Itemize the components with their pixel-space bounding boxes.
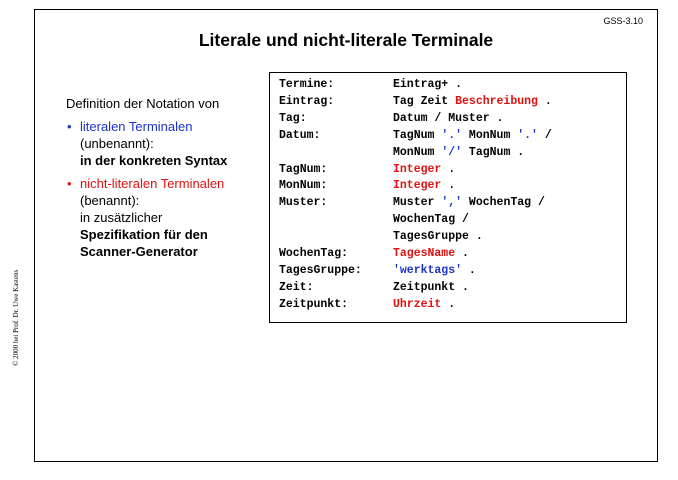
definition-intro: Definition der Notation von — [66, 96, 220, 111]
rule-lhs: MonNum: — [279, 179, 328, 193]
literal-terminal: 'werktags' — [393, 263, 463, 277]
rule-rhs — [393, 297, 455, 314]
bullet-detail: Scanner-Generator — [80, 244, 198, 259]
bullet-dot-icon: • — [67, 119, 72, 134]
rule-rhs — [393, 280, 469, 297]
bullet-detail: in der konkreten Syntax — [80, 153, 228, 168]
rule-rhs — [393, 77, 462, 94]
rule-token: / — [537, 128, 552, 142]
bullet-label: literalen Terminalen — [80, 119, 193, 134]
grammar-rule-row — [279, 145, 552, 162]
rule-token: . — [537, 94, 552, 108]
bullet-detail: Spezifikation für den — [80, 227, 208, 242]
rule-token: Zeitpunkt . — [393, 280, 469, 294]
grammar-rule-row — [279, 162, 552, 179]
bullet-paren: (benannt): — [80, 193, 140, 208]
rule-token: . — [441, 162, 456, 176]
rule-token: Eintrag+ . — [393, 78, 463, 91]
rule-rhs — [393, 178, 455, 195]
rule-lhs — [279, 212, 393, 229]
literal-terminal: ',' — [441, 196, 463, 210]
rule-token: Datum / Muster . — [393, 111, 504, 125]
rule-token: . — [441, 179, 456, 193]
grammar-rule-row — [279, 195, 552, 212]
grammar-rule-row — [279, 128, 552, 145]
grammar-rule-row — [279, 94, 552, 111]
nonliteral-terminal: TagesName — [393, 247, 456, 261]
bullet-literal-terminals — [66, 118, 266, 169]
rule-token: Tag Zeit — [393, 94, 456, 108]
bullet-prefix: in zusätzlicher — [80, 210, 163, 225]
rule-token: MonNum — [393, 145, 442, 159]
rule-lhs: Eintrag: — [279, 94, 335, 108]
rule-rhs — [393, 94, 552, 111]
grammar-rule-row — [279, 263, 552, 280]
bullet-label: nicht-literalen Terminalen — [80, 176, 225, 191]
rule-lhs — [279, 229, 393, 246]
rule-token: TagNum . — [462, 145, 525, 159]
rule-token: WochenTag / — [462, 196, 545, 210]
rule-lhs: Termine: — [279, 78, 335, 91]
literal-terminal: '/' — [441, 145, 463, 159]
rule-token: TagNum — [393, 128, 442, 142]
rule-lhs: Muster: — [279, 196, 328, 210]
nonliteral-terminal: Beschreibung — [455, 94, 538, 108]
literal-terminal: '.' — [517, 128, 538, 142]
grammar-rule-row — [279, 212, 552, 229]
grammar-rule-row — [279, 77, 552, 94]
grammar-rule-row — [279, 229, 552, 246]
rule-token: . — [462, 263, 476, 277]
rule-lhs: Datum: — [279, 128, 321, 142]
rule-rhs — [393, 145, 524, 162]
rule-token: Muster — [393, 196, 442, 210]
rule-token: MonNum — [462, 128, 518, 142]
rule-rhs — [393, 263, 476, 280]
notation-definition — [66, 95, 266, 266]
grammar-listing — [279, 77, 552, 314]
rule-token: . — [441, 297, 456, 311]
rule-rhs — [393, 212, 469, 229]
grammar-rule-row — [279, 280, 552, 297]
slide-id: GSS-3.10 — [603, 16, 643, 26]
bullet-nonliteral-terminals — [66, 175, 266, 260]
rule-token: WochenTag / — [393, 213, 469, 227]
nonliteral-terminal: Integer — [393, 162, 442, 176]
literal-terminal: '.' — [441, 128, 463, 142]
bullet-paren: (unbenannt): — [80, 136, 154, 151]
rule-lhs: TagesGruppe: — [279, 263, 362, 277]
rule-lhs: Zeit: — [279, 280, 314, 294]
copyright-notice: © 2000 bei Prof. Dr. Uwe Kastens — [12, 269, 20, 366]
nonliteral-terminal: Uhrzeit — [393, 297, 442, 311]
rule-lhs — [279, 145, 393, 162]
rule-rhs — [393, 128, 552, 145]
grammar-rule-row — [279, 178, 552, 195]
rule-lhs: WochenTag: — [279, 247, 349, 261]
rule-lhs: Zeitpunkt: — [279, 297, 349, 311]
bullet-dot-icon: • — [67, 176, 72, 191]
rule-rhs — [393, 229, 483, 246]
rule-rhs — [393, 246, 469, 263]
rule-rhs — [393, 162, 455, 179]
grammar-rule-row — [279, 246, 552, 263]
grammar-rule-row — [279, 297, 552, 314]
rule-rhs — [393, 111, 503, 128]
slide-title: Literale und nicht-literale Terminale — [198, 30, 494, 50]
grammar-rule-row — [279, 111, 552, 128]
rule-lhs: TagNum: — [279, 162, 328, 176]
rule-token: . — [455, 247, 469, 261]
rule-lhs: Tag: — [279, 111, 307, 125]
rule-rhs — [393, 195, 545, 212]
nonliteral-terminal: Integer — [393, 179, 442, 193]
rule-token: TagesGruppe . — [393, 230, 483, 244]
